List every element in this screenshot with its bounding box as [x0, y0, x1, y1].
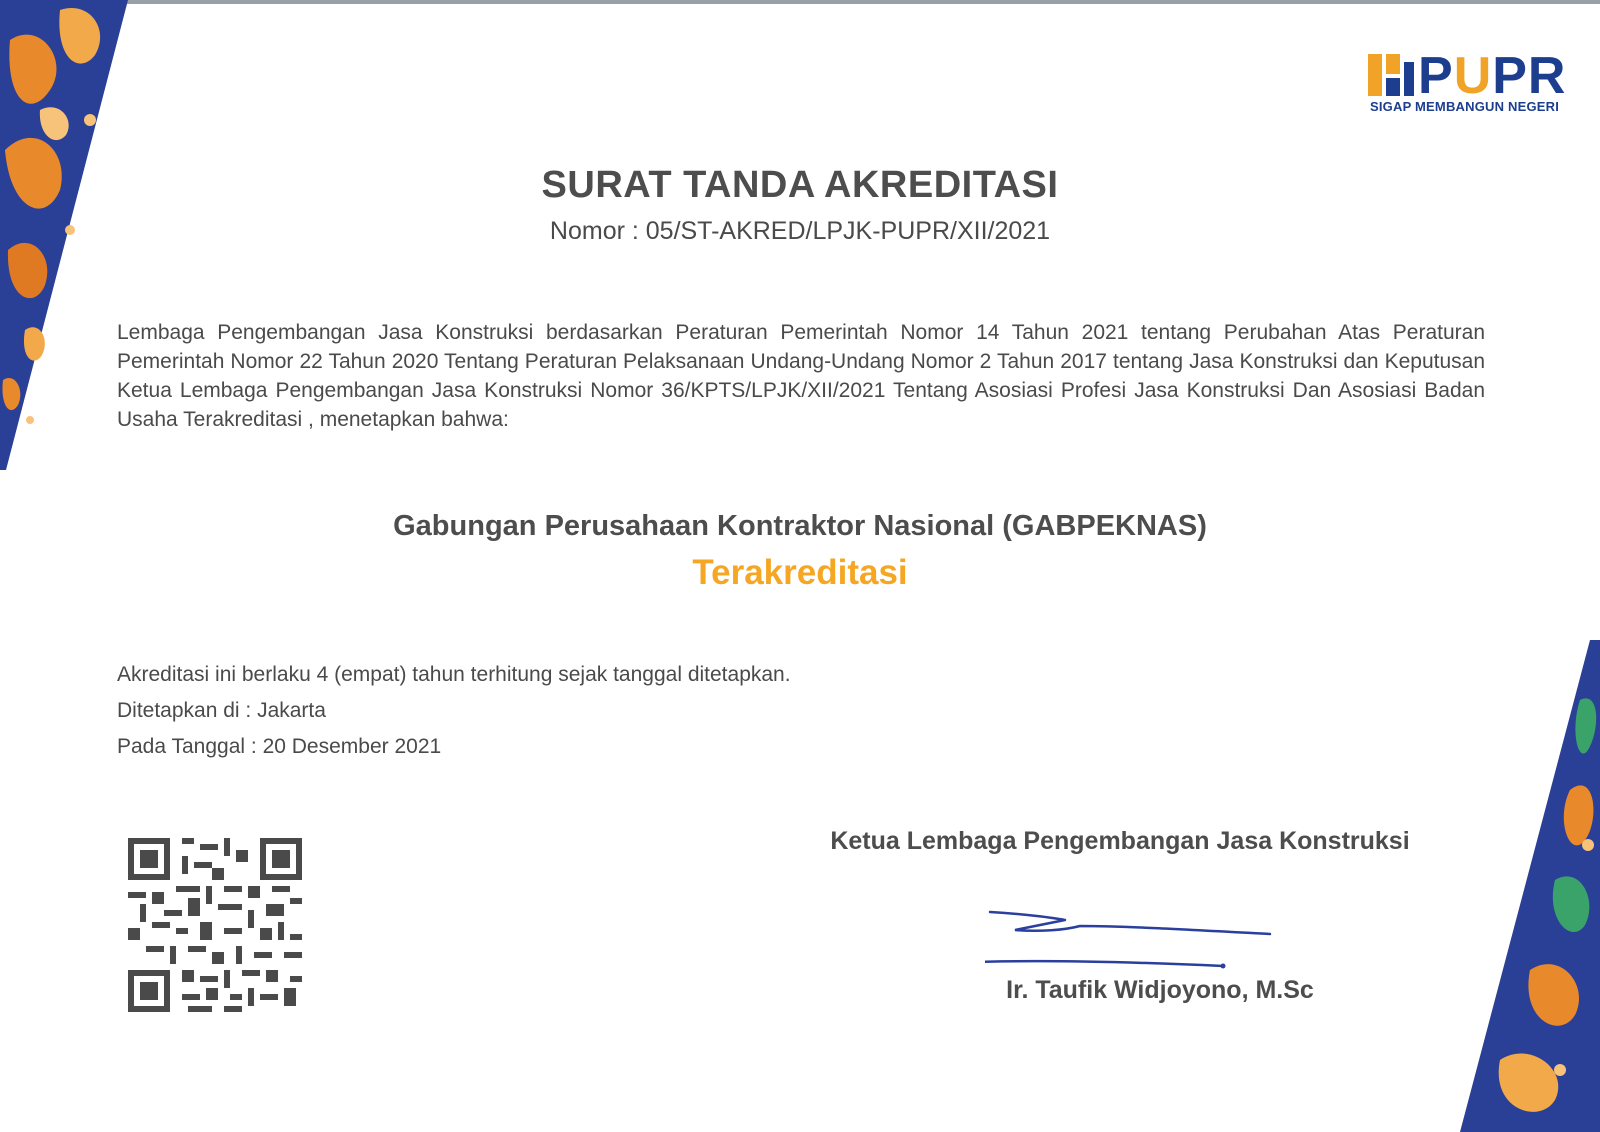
- pupr-wordmark: PUPR: [1418, 47, 1567, 105]
- logo-tagline: SIGAP MEMBANGUN NEGERI: [1370, 99, 1560, 114]
- pupr-logo: [1368, 48, 1590, 120]
- accreditation-status: Terakreditasi: [692, 553, 908, 592]
- validity-statement: Akreditasi ini berlaku 4 (empat) tahun terhitung sejak tanggal ditetapkan.: [117, 663, 791, 686]
- issued-date: Pada Tanggal : 20 Desember 2021: [117, 735, 442, 758]
- handwritten-signature: [985, 900, 1285, 975]
- issued-place: Ditetapkan di : Jakarta: [117, 699, 326, 722]
- certificate-number: Nomor : 05/ST-AKRED/LPJK-PUPR/XII/2021: [549, 217, 1051, 245]
- pupr-emblem-icon: [1368, 54, 1418, 96]
- signer-name: Ir. Taufik Widjoyono, M.Sc: [1006, 976, 1314, 1004]
- signer-title: Ketua Lembaga Pengembangan Jasa Konstruksi: [830, 827, 1410, 855]
- batik-border-right: [1460, 640, 1600, 1132]
- certificate-body: Lembaga Pengembangan Jasa Konstruksi berdasarkan Peraturan Pemerintah Nomor 14 Tahun 2021 tentang Perubahan Atas Peraturan Pemerintah Nomor 22 Tahun 2020 Tentang Peraturan Pelaksanaan Undang-Undang Nomor 2 Tahun 2017 tentang Jasa Konstruksi dan Keputusan Ketua Lembaga Pengembangan Jasa Konstruksi Nomor 36/KPTS/LPJK/XII/2021 Tentang Asosiasi Profesi Jasa Konstruksi Dan Asosiasi Badan Usaha Terakreditasi , menetapkan bahwa:: [117, 321, 1485, 431]
- qr-code-icon: [128, 838, 302, 1012]
- organization-name: Gabungan Perusahaan Kontraktor Nasional (GABPEKNAS): [393, 510, 1207, 542]
- scan-top-edge: [0, 0, 1600, 4]
- certificate-title: SURAT TANDA AKREDITASI: [541, 164, 1059, 206]
